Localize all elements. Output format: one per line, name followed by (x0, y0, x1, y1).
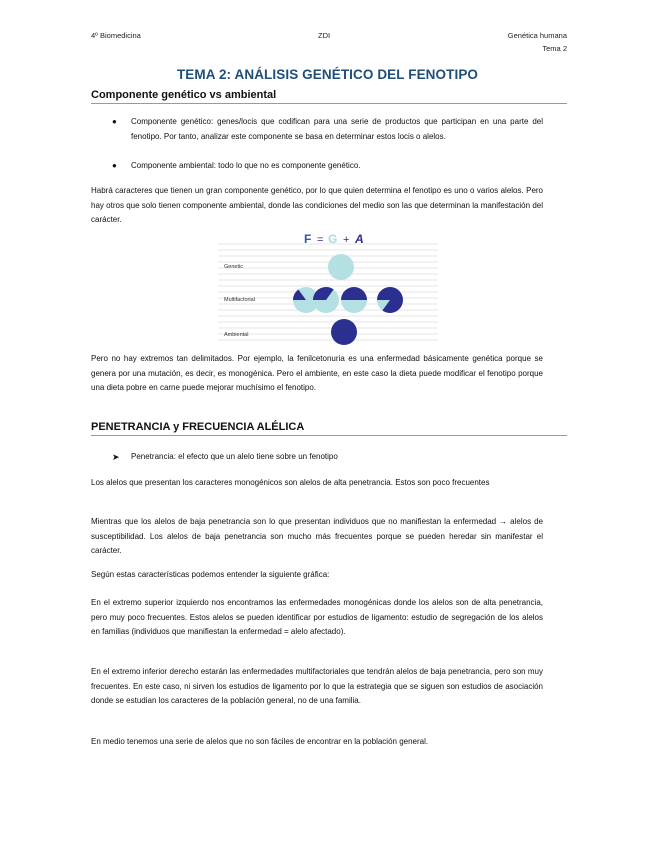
bullet-dot-icon: ● (112, 161, 117, 170)
paragraph-fenilcetonuria: Pero no hay extremos tan delimitados. Por ejemplo, la fenilcetonuria es una enfermedad básicamente genética porque se genera por una mutación, es decir, es monogénica. Pero el ambiente, en este caso la dieta puede modificar el fenotipo porque una dieta pobre en carne puede mejorar muchísimo el fenotipo. (91, 354, 543, 392)
paragraph-baja-penetrancia: Mientras que los alelos de baja penetrancia son lo que presentan individuos que no manifiestan la enfermedad → alelos de susceptibilidad. Los alelos de baja penetrancia son mucho más frecuentes porque se pueden heredar sin manifestar el carácter. (91, 517, 543, 555)
figure-svg (218, 230, 438, 347)
paragraph-caracteres: Habrá caracteres que tienen un gran componente genético, por lo que quien determina el fenotipo es uno o varios alelos. Pero hay otros que solo tienen componente ambiental, donde las condiciones del medio son las que determinan la manifestación del carácter. (91, 186, 543, 224)
bullet-componente-ambiental: Componente ambiental: todo lo que no es componente genético. (131, 161, 361, 170)
multifactorial-pies (293, 287, 403, 313)
figure-label-genetic: Genetic (224, 264, 243, 270)
header-left: 4º Biomedicina (91, 31, 141, 40)
figure-label-environmental: Ambiental (224, 332, 249, 338)
multifactorial-pie-environment-slice (341, 287, 367, 300)
paragraph-extremo-inferior: En el extremo inferior derecho estarán las enfermedades multifactoriales que tendrán alelos de baja penetrancia, pero son muy frecuentes. En este caso, ni sirven los estudios de ligamento por lo que la estrategia que se siguen son estudios de asociación donde se estudian los caracteres de la población general, no de una familia. (91, 667, 543, 705)
bullet-dot-icon: ● (112, 117, 117, 126)
section-heading-penetrancia: PENETRANCIA y FRECUENCIA ALÉLICA (91, 421, 567, 436)
figure-label-multifactorial: Multifactorial (224, 297, 255, 303)
header-right-line2: Tema 2 (542, 44, 567, 53)
section-heading-componente: Componente genético vs ambiental (91, 89, 567, 104)
bullet-componente-genetico: Componente genético: genes/locis que codifican para una serie de productos que participan en una parte del fenotipo. Por tanto, analizar este componente se basa en determinar estos locis o alelos. (131, 117, 543, 141)
arrow-bullet-icon: ➤ (112, 452, 120, 462)
formula-f: F (304, 232, 312, 246)
paragraph-grafica-intro: Según estas características podemos entender la siguiente gráfica: (91, 570, 330, 579)
environmental-only-circle (331, 319, 357, 345)
formula-plus: + (343, 234, 350, 246)
paragraph-en-medio: En medio tenemos una serie de alelos que no son fáciles de encontrar en la población general. (91, 737, 429, 746)
genetic-only-circle (328, 254, 354, 280)
page-title: TEMA 2: ANÁLISIS GENÉTICO DEL FENOTIPO (176, 67, 479, 82)
paragraph-extremo-superior: En el extremo superior izquierdo nos encontramos las enfermedades monogénicas donde los alelos son de alta penetrancia, pero muy poco frecuentes. Estos alelos se pueden identificar por estudios de ligamento: estudio de segregación de los alelos en familias (individuos que manifiestan la enfermedad = alelo afectado). (91, 598, 543, 636)
formula-g: G (328, 232, 338, 246)
header-center: ZDI (318, 31, 331, 40)
bullet-penetrancia: Penetrancia: el efecto que un alelo tiene sobre un fenotipo (131, 452, 338, 461)
header-right-line1: Genética humana (507, 31, 567, 40)
figure-genetic-environmental (218, 230, 438, 347)
formula-equals: = (317, 234, 324, 246)
paragraph-alta-penetrancia: Los alelos que presentan los caracteres monogénicos son alelos de alta penetrancia. Estos son poco frecuentes (91, 478, 490, 487)
formula-a: A (355, 232, 364, 246)
